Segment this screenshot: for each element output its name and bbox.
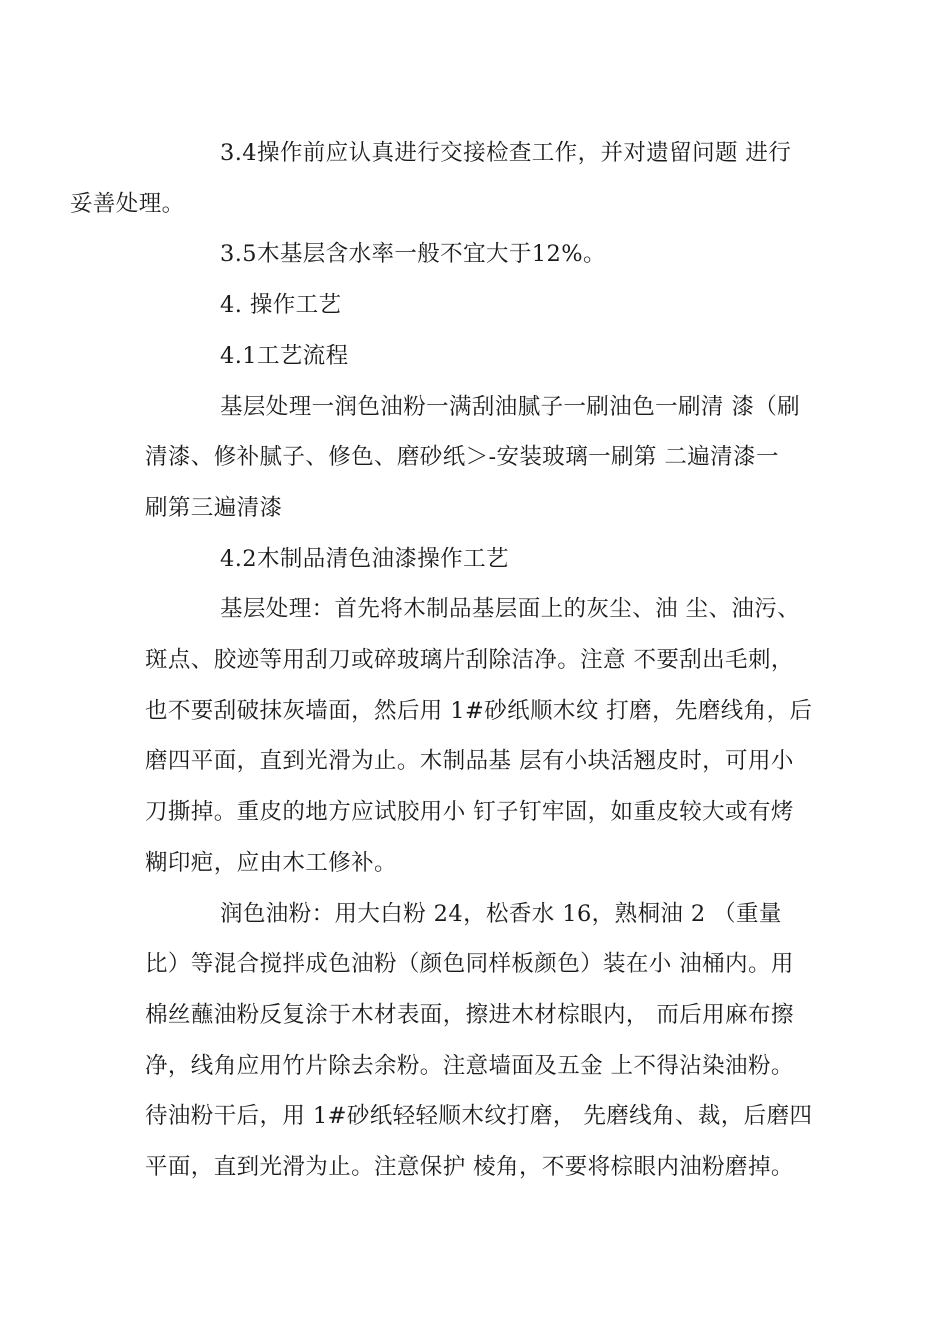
text-line: 3.5木基层含水率一般不宜大于12%。 bbox=[220, 241, 606, 268]
text-line: 净，线角应用竹片除去余粉。注意墙面及五金 上不得沾染油粉。 bbox=[145, 1052, 794, 1079]
paragraph-oil-powder bbox=[145, 889, 825, 1193]
text-line: 刀撕掉。重皮的地方应试胶用小 钉子钉牢固，如重皮较大或有烤 bbox=[145, 799, 794, 826]
paragraph-3-5 bbox=[145, 229, 825, 280]
text-line: 妥善处理。 bbox=[70, 190, 185, 217]
text-line: 刷第三遍清漆 bbox=[145, 494, 283, 521]
text-line: 糊印疤，应由木工修补。 bbox=[145, 849, 397, 876]
heading-4-1 bbox=[145, 331, 825, 382]
text-line: 待油粉干后，用 1#砂纸轻轻顺木纹打磨， 先磨线角、裁，后磨四 bbox=[145, 1103, 813, 1130]
text-line: 3.4操作前应认真进行交接检查工作，并对遗留问题 进行 bbox=[220, 140, 792, 166]
text-line: 4.2木制品清色油漆操作工艺 bbox=[220, 545, 509, 572]
text-line: 棉丝蘸油粉反复涂于木材表面，擦进木材棕眼内， 而后用麻布擦 bbox=[145, 1001, 794, 1028]
text-line: 基层处理：首先将木制品基层面上的灰尘、油 尘、油污、 bbox=[220, 596, 801, 623]
paragraph-3-4 bbox=[70, 128, 825, 229]
text-line: 润色油粉：用大白粉 24，松香水 16，熟桐油 2 （重量 bbox=[220, 900, 782, 927]
document-body bbox=[70, 128, 825, 1193]
text-line: 磨四平面，直到光滑为止。木制品基 层有小块活翘皮时，可用小 bbox=[145, 748, 794, 775]
text-line: 斑点、胶迹等用刮刀或碎玻璃片刮除洁净。注意 不要刮出毛刺， bbox=[145, 647, 794, 674]
text-line: 平面，直到光滑为止。注意保护 棱角，不要将棕眼内油粉磨掉。 bbox=[145, 1154, 794, 1181]
text-line: 比）等混合搅拌成色油粉（颜色同样板颜色）装在小 油桶内。用 bbox=[145, 951, 794, 978]
heading-4-2 bbox=[145, 534, 825, 585]
paragraph-flow bbox=[145, 382, 825, 534]
paragraph-base-treatment bbox=[145, 584, 825, 888]
text-line: 清漆、修补腻子、修色、磨砂纸＞-安装玻璃一刷第 二遍清漆一 bbox=[145, 444, 779, 471]
text-line: 也不要刮破抹灰墙面，然后用 1#砂纸顺木纹 打磨，先磨线角，后 bbox=[145, 697, 813, 724]
text-line: 基层处理一润色油粉一满刮油腻子一刷油色一刷清 漆（刷 bbox=[220, 393, 801, 420]
heading-4 bbox=[145, 280, 825, 331]
text-line: 4.1工艺流程 bbox=[220, 342, 349, 369]
text-line: 4. 操作工艺 bbox=[220, 292, 342, 319]
